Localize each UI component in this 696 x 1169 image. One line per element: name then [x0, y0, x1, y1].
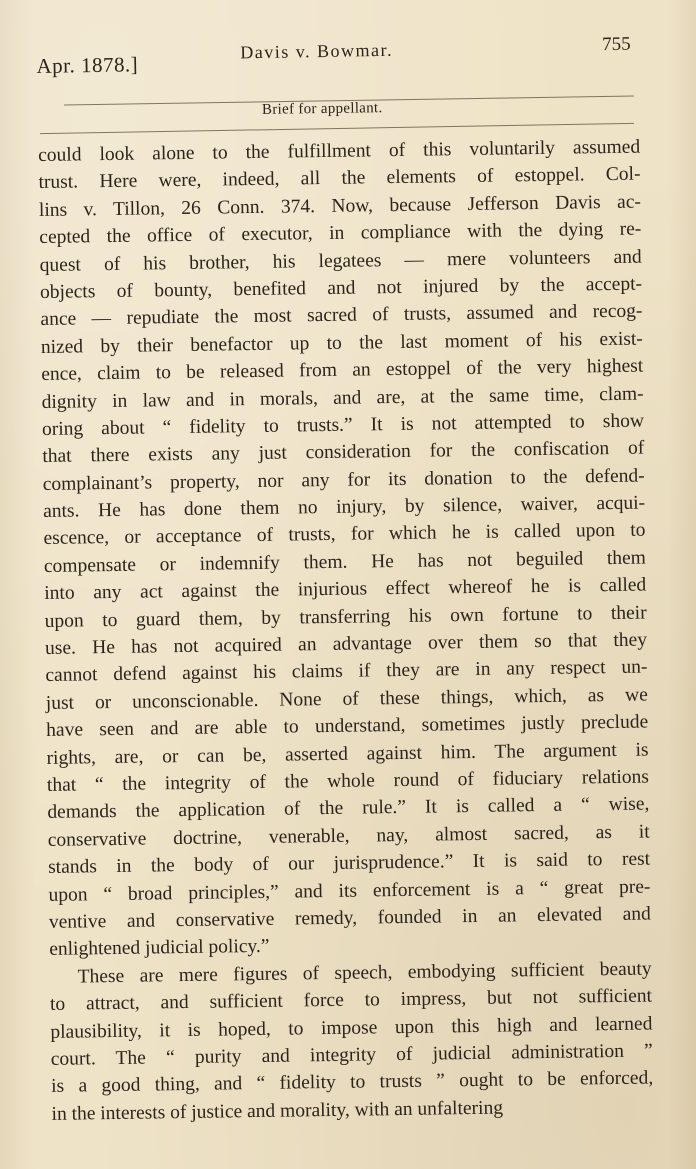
text-line: compensate or indemnify them. He has not beguiled them: [43, 547, 647, 577]
text-line: into any act against the injurious effect whereof he is called: [44, 574, 647, 605]
paragraph: [49, 955, 653, 1128]
text-line: rights, are, or can be, asserted against him. The argument is: [46, 739, 649, 769]
text-line: These are mere figures of speech, embodying sufficient beauty: [77, 958, 652, 988]
text-line: quest of his brother, his legatees — mere volunteers and: [39, 246, 642, 276]
text-line: cannot defend against his claims if they are in any respect un-: [45, 656, 648, 687]
page-number: 755: [601, 33, 631, 56]
text-line: enlightened judicial policy.”: [49, 936, 270, 961]
text-line: to attract, and sufficient force to impress, but not sufficient: [49, 985, 653, 1016]
running-header: [36, 30, 637, 80]
text-line: ance — repudiate the most sacred of trusts, assumed and recog-: [40, 300, 643, 331]
text-line: court. The “ purity and integrity of judicial administration ”: [50, 1040, 653, 1070]
text-line: nized by their benefactor up to the last moment of his exist-: [40, 328, 643, 358]
text-line: oring about “ fidelity to trusts.” It is not attempted to show: [41, 410, 645, 440]
text-line: upon to guard them, by transferring his own fortune to their: [44, 602, 647, 632]
text-line: ventive and conservative remedy, founded in an elevated and: [48, 903, 651, 933]
paragraph: [38, 134, 651, 964]
text-line: have seen and are able to understand, sometimes justly preclude: [46, 711, 649, 742]
text-line: use. He has not acquired an advantage over them so that they: [44, 629, 648, 659]
text-line: trust. Here were, indeed, all the elements of estoppel. Col-: [38, 163, 641, 194]
text-line: escence, or acceptance of trusts, for which he is called upon to: [43, 520, 646, 550]
running-header-date: Apr. 1878.]: [36, 52, 139, 78]
text-line: that there exists any just consideration for the confiscation of: [42, 437, 645, 468]
running-header-title: Davis v. Bowmar.: [240, 39, 394, 63]
text-line: cepted the office of executor, in compliance with the dying re-: [39, 218, 642, 249]
body-text: [38, 134, 654, 1128]
text-line: plausibility, it is hoped, to impose upon this high and learned: [50, 1013, 653, 1043]
text-line: conservative doctrine, venerable, nay, almost sacred, as it: [47, 821, 650, 851]
section-subheading: Brief for appellant.: [261, 100, 383, 118]
text-line: demands the application of the rule.” It is called a “ wise,: [47, 793, 650, 824]
text-line: in the interests of justice and morality, with an unfaltering: [51, 1097, 504, 1125]
text-line: is a good thing, and “ fidelity to trusts ” ought to be enforced,: [51, 1067, 654, 1098]
text-line: complainant’s property, nor any for its donation to the defend-: [42, 465, 645, 495]
text-line: that “ the integrity of the whole round of fiduciary relations: [46, 766, 650, 796]
text-line: objects of bounty, benefited and not injured by the accept-: [39, 273, 643, 303]
text-line: ants. He has done them no injury, by silence, waiver, acqui-: [43, 492, 646, 523]
header-rule-bottom: [40, 123, 634, 134]
text-line: could look alone to the fulfillment of this voluntarily assumed: [38, 136, 641, 166]
text-line: ence, claim to be released from an estoppel of the very highest: [41, 355, 644, 386]
text-line: lins v. Tillon, 26 Conn. 374. Now, because Jefferson Davis ac-: [38, 191, 642, 221]
text-line: stands in the body of our jurisprudence.” It is said to rest: [47, 848, 651, 879]
text-line: upon “ broad principles,” and its enforcement is a “ great pre-: [48, 876, 651, 906]
text-line: just or unconscionable. None of these things, which, as we: [45, 684, 648, 714]
text-line: dignity in law and in morals, and are, at the same time, clam-: [41, 383, 644, 413]
